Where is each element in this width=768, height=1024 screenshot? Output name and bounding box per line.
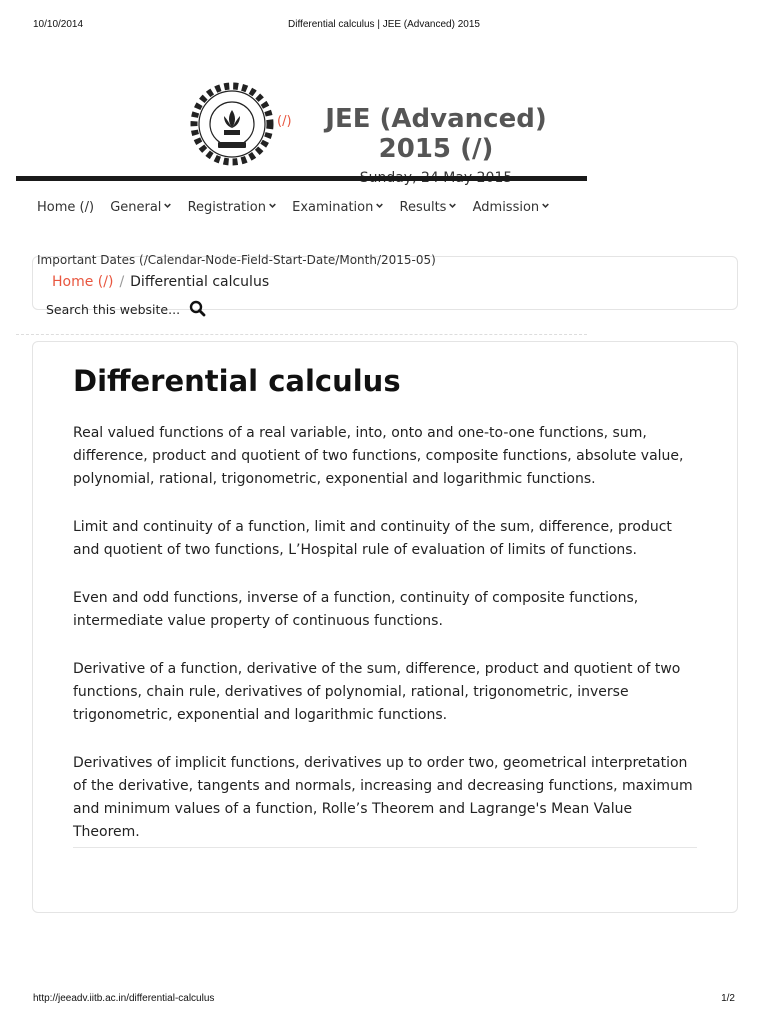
nav-item-label: Admission bbox=[472, 200, 540, 215]
breadcrumb-home-link[interactable]: Home (/) bbox=[52, 274, 114, 290]
print-title: Differential calculus | JEE (Advanced) 2015 bbox=[288, 19, 480, 30]
search-placeholder[interactable]: Search this website... bbox=[46, 302, 181, 317]
breadcrumb-separator: / bbox=[119, 274, 125, 290]
logo-home-link[interactable]: (/) bbox=[277, 114, 292, 129]
search-field[interactable] bbox=[46, 300, 206, 317]
breadcrumb-current: Differential calculus bbox=[130, 274, 270, 290]
search-icon[interactable] bbox=[189, 300, 206, 317]
print-url: http://jeeadv.iitb.ac.in/differential-calculus bbox=[33, 993, 215, 1004]
breadcrumb bbox=[52, 274, 269, 290]
iitb-logo[interactable] bbox=[188, 80, 276, 168]
important-dates-link[interactable]: Important Dates (/Calendar-Node-Field-Start-Date/Month/2015-05) bbox=[37, 253, 436, 267]
nav-item-label: Registration bbox=[187, 200, 266, 215]
nav-item-admission[interactable] bbox=[473, 200, 550, 215]
chevron-down-icon bbox=[164, 202, 171, 209]
article-paragraph: Real valued functions of a real variable, into, onto and one-to-one functions, sum, difference, product and quotient of two functions, composite functions, absolute value, polynomial, rational, trigonometric, exponential and logarithmic functions. bbox=[73, 425, 684, 487]
article-paragraph: Derivative of a function, derivative of the sum, difference, product and quotient of two functions, chain rule, derivatives of polynomial, rational, trigonometric, inverse trigonometric, exponential and logarithmic functions. bbox=[73, 661, 681, 723]
print-date: 10/10/2014 bbox=[33, 19, 84, 30]
header-rule bbox=[16, 176, 587, 181]
nav-item-registration[interactable] bbox=[188, 200, 276, 215]
nav-item-label: General bbox=[110, 200, 162, 215]
article-body bbox=[73, 422, 697, 869]
nav-item-general[interactable] bbox=[110, 200, 171, 215]
article-paragraph: Even and odd functions, inverse of a function, continuity of composite functions, intermediate value property of continuous functions. bbox=[73, 590, 639, 629]
page-title: Differential calculus bbox=[73, 364, 401, 398]
header-divider bbox=[16, 334, 587, 335]
chevron-down-icon bbox=[269, 202, 276, 209]
site-title-link[interactable]: JEE (Advanced) 2015 (/) bbox=[325, 104, 547, 164]
chevron-down-icon bbox=[449, 202, 456, 209]
article-card bbox=[32, 341, 738, 913]
main-nav bbox=[37, 200, 561, 215]
article-paragraph: Limit and continuity of a function, limit and continuity of the sum, difference, product and quotient of two functions, L’Hospital rule of evaluation of limits of functions. bbox=[73, 519, 672, 558]
chevron-down-icon bbox=[542, 202, 549, 209]
article-divider bbox=[73, 847, 697, 848]
nav-item-label: Home (/) bbox=[37, 200, 95, 215]
nav-item-home[interactable] bbox=[37, 200, 94, 215]
article-paragraph: Derivatives of implicit functions, derivatives up to order two, geometrical interpretation of the derivative, tangents and normals, increasing and decreasing functions, maximum and minimum values of a function, Rolle’s Theorem and Lagrange's Mean Value Theorem. bbox=[73, 755, 693, 840]
nav-item-examination[interactable] bbox=[292, 200, 383, 215]
nav-item-label: Results bbox=[399, 200, 447, 215]
nav-item-label: Examination bbox=[292, 200, 374, 215]
print-page-number: 1/2 bbox=[721, 993, 735, 1004]
chevron-down-icon bbox=[376, 202, 383, 209]
nav-item-results[interactable] bbox=[400, 200, 457, 215]
